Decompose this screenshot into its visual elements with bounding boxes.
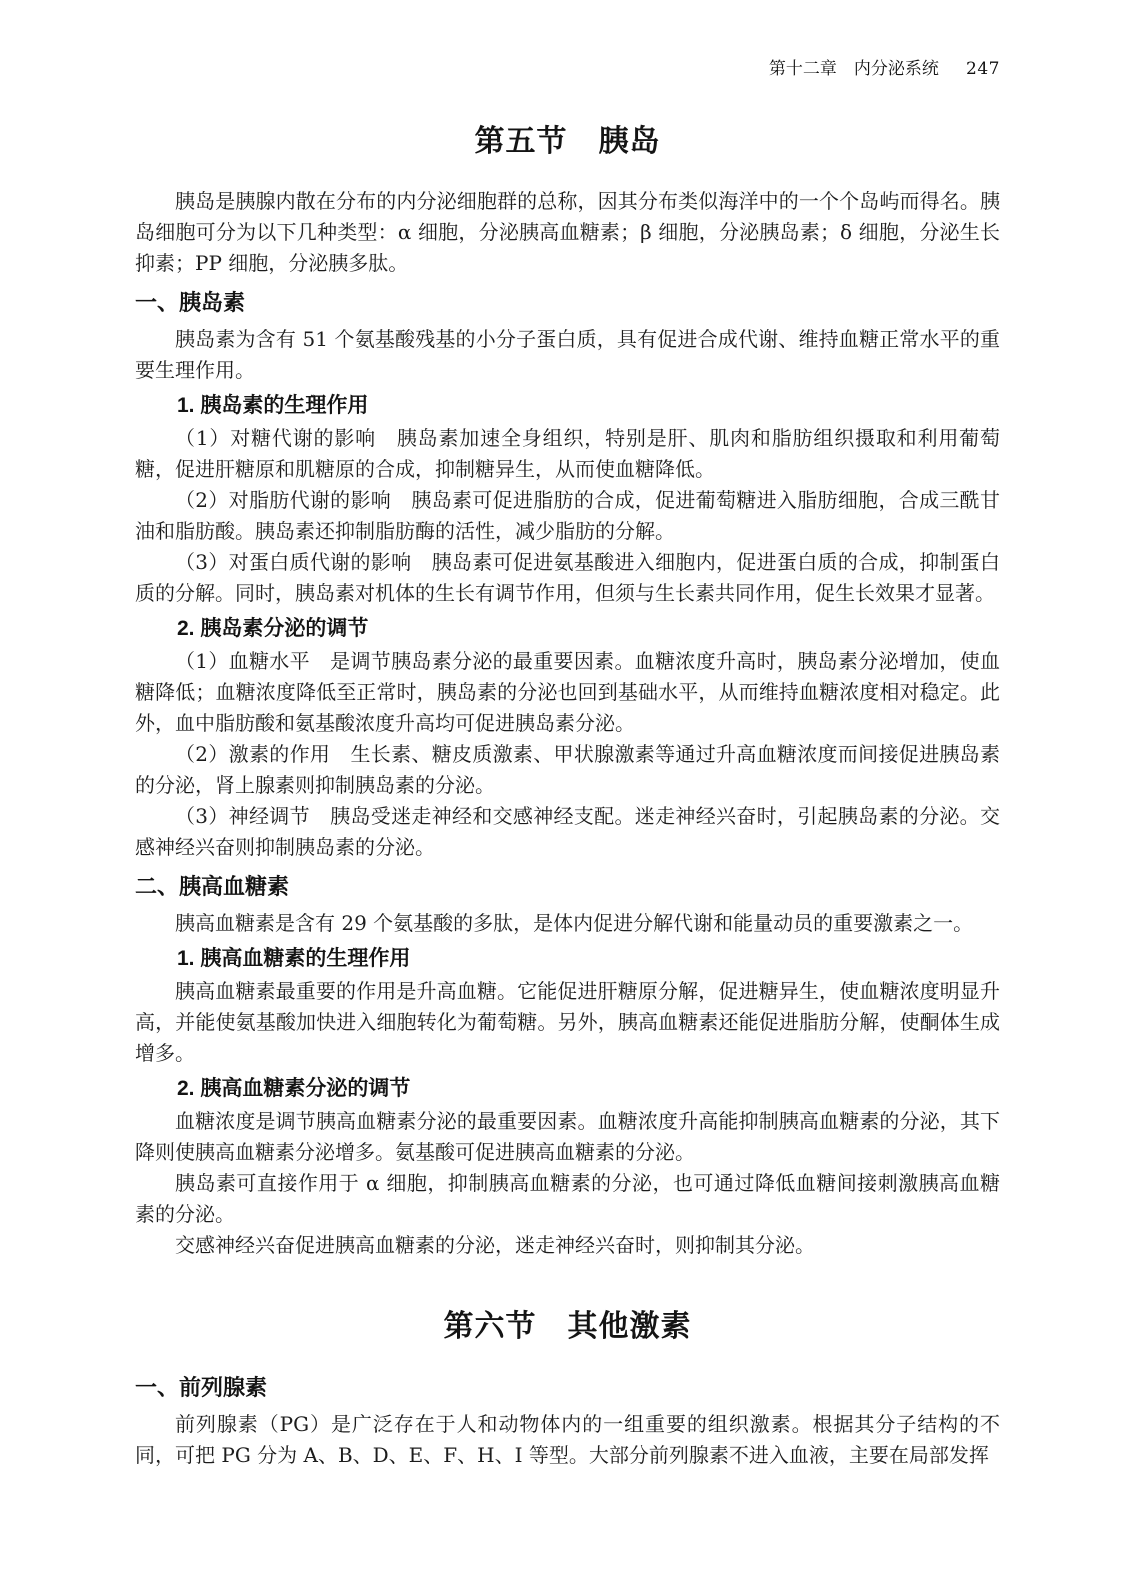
paragraph: 胰岛素可直接作用于 α 细胞，抑制胰高血糖素的分泌，也可通过降低血糖间接刺激胰高血糖素的分泌。 [135,1171,1000,1226]
paragraph: 胰岛素为含有 51 个氨基酸残基的小分子蛋白质，具有促进合成代谢、维持血糖正常水平的重要生理作用。 [135,327,1000,382]
paragraph: 前列腺素（PG）是广泛存在于人和动物体内的一组重要的组织激素。根据其分子结构的不同，可把 PG 分为 A、B、D、E、F、H、I 等型。大部分前列腺素不进入血液，主要在局部发挥 [135,1412,1000,1467]
paragraph: （1）血糖水平 是调节胰岛素分泌的最重要因素。血糖浓度升高时，胰岛素分泌增加，使血糖降低；血糖浓度降低至正常时，胰岛素的分泌也回到基础水平，从而维持血糖浓度相对稳定。此外，血中脂肪酸和氨基酸浓度升高均可促进胰岛素分泌。 [135,649,1000,735]
paragraph: 胰高血糖素最重要的作用是升高血糖。它能促进肝糖原分解，促进糖异生，使血糖浓度明显升高，并能使氨基酸加快进入细胞转化为葡萄糖。另外，胰高血糖素还能促进脂肪分解，使酮体生成增多。 [135,979,1000,1065]
section-title-islets: 第五节 胰岛 [474,124,661,159]
paragraph: （3）对蛋白质代谢的影响 胰岛素可促进氨基酸进入细胞内，促进蛋白质的合成，抑制蛋白质的分解。同时，胰岛素对机体的生长有调节作用，但须与生长素共同作用，促生长效果才显著。 [135,550,1000,605]
heading-glucagon: 二、胰高血糖素 [135,874,290,899]
paragraph: 交感神经兴奋促进胰高血糖素的分泌，迷走神经兴奋时，则抑制其分泌。 [175,1233,815,1257]
paragraph: 胰岛是胰腺内散在分布的内分泌细胞群的总称，因其分布类似海洋中的一个个岛屿而得名。胰岛细胞可分为以下几种类型：α 细胞，分泌胰高血糖素；β 细胞，分泌胰岛素；δ 细胞，分泌生长抑素；PP 细胞，分泌胰多肽。 [135,189,1000,275]
paragraph: （2）激素的作用 生长素、糖皮质激素、甲状腺激素等通过升高血糖浓度而间接促进胰岛素的分泌，肾上腺素则抑制胰岛素的分泌。 [135,742,1000,797]
paragraph: 胰高血糖素是含有 29 个氨基酸的多肽，是体内促进分解代谢和能量动员的重要激素之一。 [175,911,974,935]
section-title-other-hormones: 第六节 其他激素 [443,1309,692,1344]
subheading-glucagon-physiology: 1. 胰高血糖素的生理作用 [177,947,411,970]
subheading-insulin-secretion: 2. 胰岛素分泌的调节 [177,617,369,640]
subheading-insulin-physiology: 1. 胰岛素的生理作用 [177,394,369,417]
paragraph: 血糖浓度是调节胰高血糖素分泌的最重要因素。血糖浓度升高能抑制胰高血糖素的分泌，其下降则使胰高血糖素分泌增多。氨基酸可促进胰高血糖素的分泌。 [135,1109,1000,1164]
heading-insulin: 一、胰岛素 [135,290,246,315]
running-head-chapter: 第十二章 内分泌系统 [768,59,939,79]
page-number: 247 [966,59,1000,79]
subheading-glucagon-secretion: 2. 胰高血糖素分泌的调节 [177,1077,411,1100]
paragraph: （2）对脂肪代谢的影响 胰岛素可促进脂肪的合成，促进葡萄糖进入脂肪细胞，合成三酰甘油和脂肪酸。胰岛素还抑制脂肪酶的活性，减少脂肪的分解。 [135,488,1000,543]
page-body [135,122,1000,1471]
page-header [135,58,1000,80]
paragraph: （3）神经调节 胰岛受迷走神经和交感神经支配。迷走神经兴奋时，引起胰岛素的分泌。交感神经兴奋则抑制胰岛素的分泌。 [135,804,1000,859]
heading-prostaglandin: 一、前列腺素 [135,1375,268,1400]
paragraph: （1）对糖代谢的影响 胰岛素加速全身组织，特别是肝、肌肉和脂肪组织摄取和利用葡萄糖，促进肝糖原和肌糖原的合成，抑制糖异生，从而使血糖降低。 [135,426,1000,481]
